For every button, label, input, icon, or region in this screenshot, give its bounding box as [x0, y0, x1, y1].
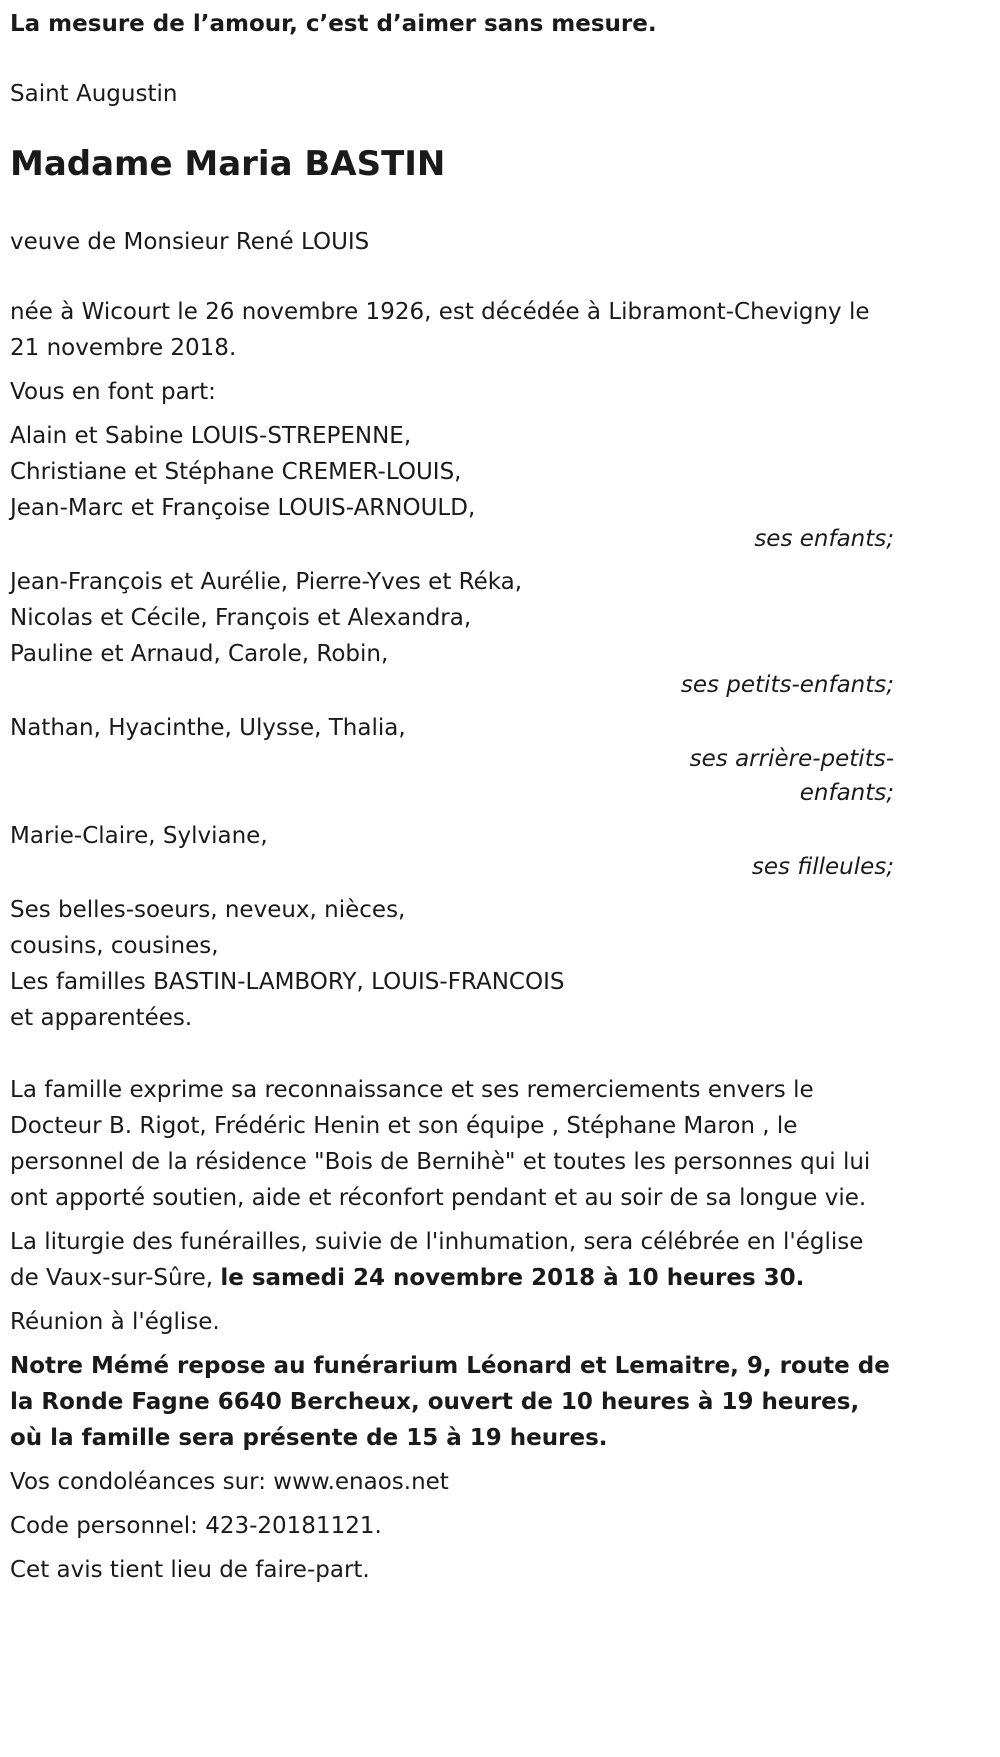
- quote-author: Saint Augustin: [10, 81, 178, 107]
- thanks-paragraph: La famille exprime sa reconnaissance et ses remerciements envers le Docteur B. Rigot, Frédéric Henin et son équipe , Stéphane Maron , le personnel de la résidence "Bois de Bernihè" et toutes les personnes qui lui ont apporté soutien, aide et réconfort pendant et au soir de sa longue vie.: [10, 1077, 871, 1211]
- family-group-children: [10, 418, 894, 556]
- obituary-notice: [10, 0, 894, 1588]
- funerarium-text: Notre Mémé repose au funérarium Léonard et Lemaitre, 9, route de la Ronde Fagne 6640 Bercheux, ouvert de 10 heures à 19 heures, où la famille sera présente de 15 à 19 heures.: [10, 1353, 890, 1451]
- relation-label: ses petits-enfants;: [680, 672, 894, 698]
- family-line: Ses belles-soeurs, neveux, nièces,: [10, 897, 406, 923]
- family-group-great-grandchildren: [10, 710, 894, 810]
- funeral-text: La liturgie des funérailles, suivie de l'inhumation, sera célébrée en l'église de Vaux-sur-Sûre,: [10, 1229, 864, 1291]
- family-line: et apparentées.: [10, 1005, 193, 1031]
- family-line: Jean-François et Aurélie, Pierre-Yves et Réka,: [10, 569, 523, 595]
- quote: La mesure de l’amour, c’est d’aimer sans mesure.: [10, 11, 657, 37]
- notice-text: Cet avis tient lieu de faire-part.: [10, 1557, 370, 1583]
- condolences-text: Vos condoléances sur: www.enaos.net: [10, 1469, 449, 1495]
- meeting-text: Réunion à l'église.: [10, 1309, 220, 1335]
- family-line: Jean-Marc et Françoise LOUIS-ARNOULD,: [10, 495, 476, 521]
- announcers-intro: Vous en font part:: [10, 379, 216, 405]
- relation-label: ses filleules;: [751, 854, 894, 880]
- personal-code: Code personnel: 423-20181121.: [10, 1513, 382, 1539]
- other-family: [10, 892, 894, 1036]
- funeral-date: le samedi 24 novembre 2018 à 10 heures 30.: [220, 1265, 805, 1291]
- birth-death: née à Wicourt le 26 novembre 1926, est décédée à Libramont-Chevigny le 21 novembre 2018.: [10, 299, 870, 361]
- family-line: Marie-Claire, Sylviane,: [10, 823, 268, 849]
- family-line: Les familles BASTIN-LAMBORY, LOUIS-FRANCOIS: [10, 969, 565, 995]
- family-line: Nicolas et Cécile, François et Alexandra,: [10, 605, 472, 631]
- family-line: Alain et Sabine LOUIS-STREPENNE,: [10, 423, 412, 449]
- family-line: Nathan, Hyacinthe, Ulysse, Thalia,: [10, 715, 406, 741]
- funeral-paragraph: [10, 1224, 894, 1296]
- relation-label: ses arrière-petits-enfants;: [689, 746, 894, 806]
- family-line: Pauline et Arnaud, Carole, Robin,: [10, 641, 389, 667]
- family-group-goddaughters: [10, 818, 894, 884]
- widow-of: veuve de Monsieur René LOUIS: [10, 229, 370, 255]
- relation-label: ses enfants;: [754, 526, 894, 552]
- family-group-grandchildren: [10, 564, 894, 702]
- family-line: cousins, cousines,: [10, 933, 219, 959]
- family-line: Christiane et Stéphane CREMER-LOUIS,: [10, 459, 462, 485]
- deceased-name: Madame Maria BASTIN: [10, 144, 446, 184]
